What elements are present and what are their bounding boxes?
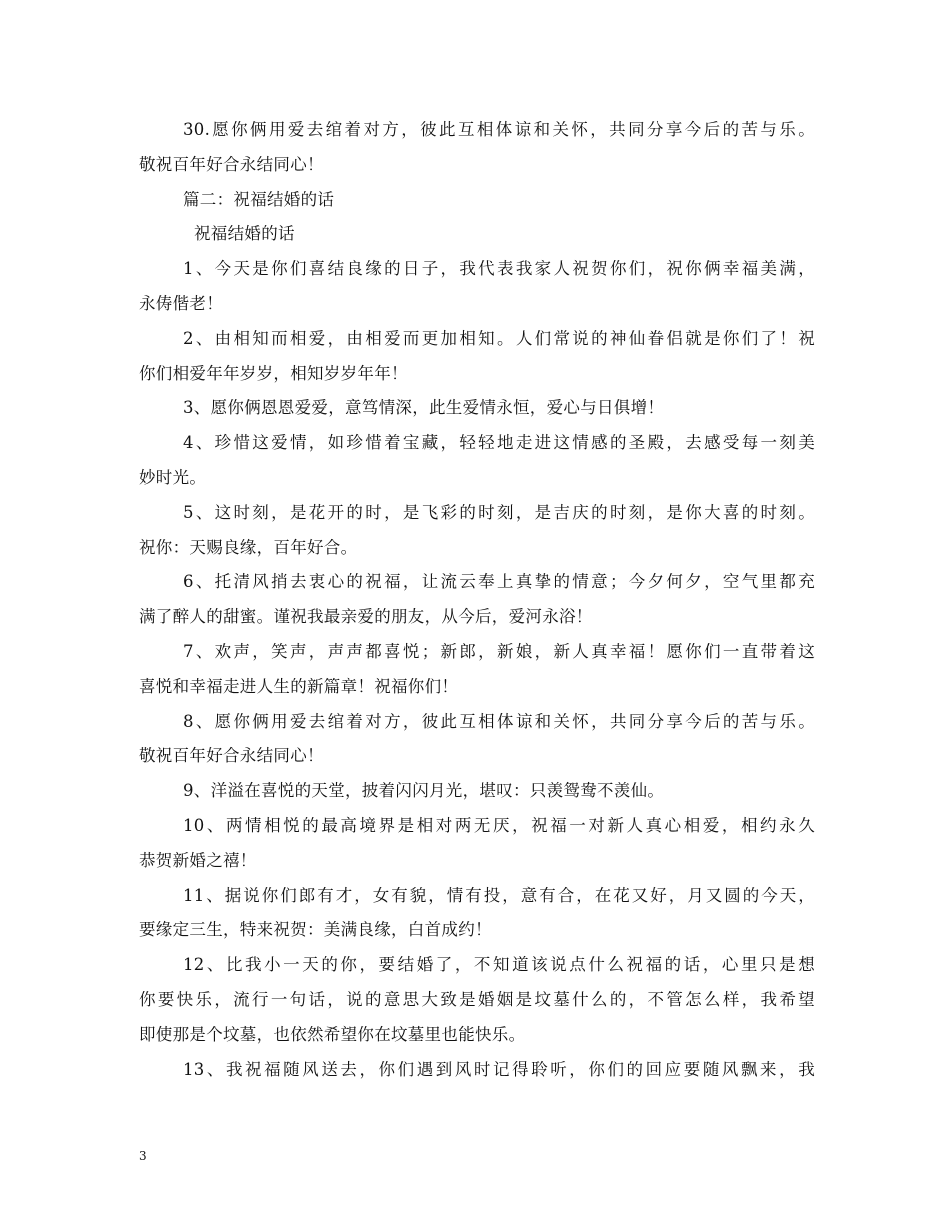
section-subtitle: 祝福结婚的话	[194, 224, 295, 244]
text-line: 你要快乐，流行一句话，说的意思大致是婚姻是坟墓什么的，不管怎么样，我希望	[139, 989, 815, 1009]
text-line: 喜悦和幸福走进人生的新篇章！祝福你们！	[139, 676, 459, 696]
text-line: 30.愿你俩用爱去绾着对方，彼此互相体谅和关怀，共同分享今后的苦与乐。	[183, 120, 815, 139]
text-line: 4、珍惜这爱情，如珍惜着宝藏，轻轻地走进这情感的圣殿，去感受每一刻美	[183, 433, 815, 453]
document-body	[139, 113, 815, 1087]
text-line: 10、两情相悦的最高境界是相对两无厌，祝福一对新人真心相爱，相约永久	[183, 815, 815, 835]
text-line: 1、今天是你们喜结良缘的日子，我代表我家人祝贺你们，祝你俩幸福美满，	[183, 259, 815, 279]
text-line: 7、欢声，笑声，声声都喜悦；新郎，新娘，新人真幸福！愿你们一直带着这	[183, 641, 815, 661]
text-line: 即使那是个坟墓，也依然希望你在坟墓里也能快乐。	[139, 1024, 526, 1044]
text-line: 9、洋溢在喜悦的天堂，披着闪闪月光，堪叹：只羡鸳鸯不羡仙。	[183, 781, 665, 801]
text-line: 5、这时刻，是花开的时，是飞彩的时刻，是吉庆的时刻，是你大喜的时刻。	[183, 502, 815, 522]
text-line: 永俦偕老！	[139, 293, 223, 313]
text-line: 3、愿你俩恩恩爱爱，意笃情深，此生爱情永恒，爱心与日俱增！	[183, 398, 665, 418]
text-line: 2、由相知而相爱，由相爱而更加相知。人们常说的神仙眷侣就是你们了！祝	[183, 328, 815, 348]
text-line: 11、据说你们郎有才，女有貌，情有投，意有合，在花又好，月又圆的今天，	[183, 885, 815, 905]
text-line: 满了醉人的甜蜜。谨祝我最亲爱的朋友，从今后，爱河永浴！	[139, 607, 593, 627]
text-line: 你们相爱年年岁岁，相知岁岁年年！	[139, 363, 408, 383]
text-line: 8、愿你俩用爱去绾着对方，彼此互相体谅和关怀，共同分享今后的苦与乐。	[183, 711, 815, 731]
text-line: 6、托清风捎去衷心的祝福，让流云奉上真挚的情意；今夕何夕，空气里都充	[183, 572, 815, 592]
text-line: 敬祝百年好合永结同心！	[139, 746, 324, 766]
page-number: 3	[139, 1149, 147, 1163]
section-heading: 篇二：祝福结婚的话	[183, 189, 335, 209]
text-line: 要缘定三生，特来祝贺：美满良缘，白首成约！	[139, 920, 492, 940]
text-line: 祝你：天赐良缘，百年好合。	[139, 537, 358, 557]
text-line: 敬祝百年好合永结同心！	[139, 154, 324, 174]
text-line: 13、我祝福随风送去，你们遇到风时记得聆听，你们的回应要随风飘来，我	[183, 1059, 815, 1079]
text-line: 恭贺新婚之禧！	[139, 850, 257, 870]
text-line: 12、比我小一天的你，要结婚了，不知道该说点什么祝福的话，心里只是想	[183, 955, 815, 975]
text-line: 妙时光。	[139, 467, 207, 487]
